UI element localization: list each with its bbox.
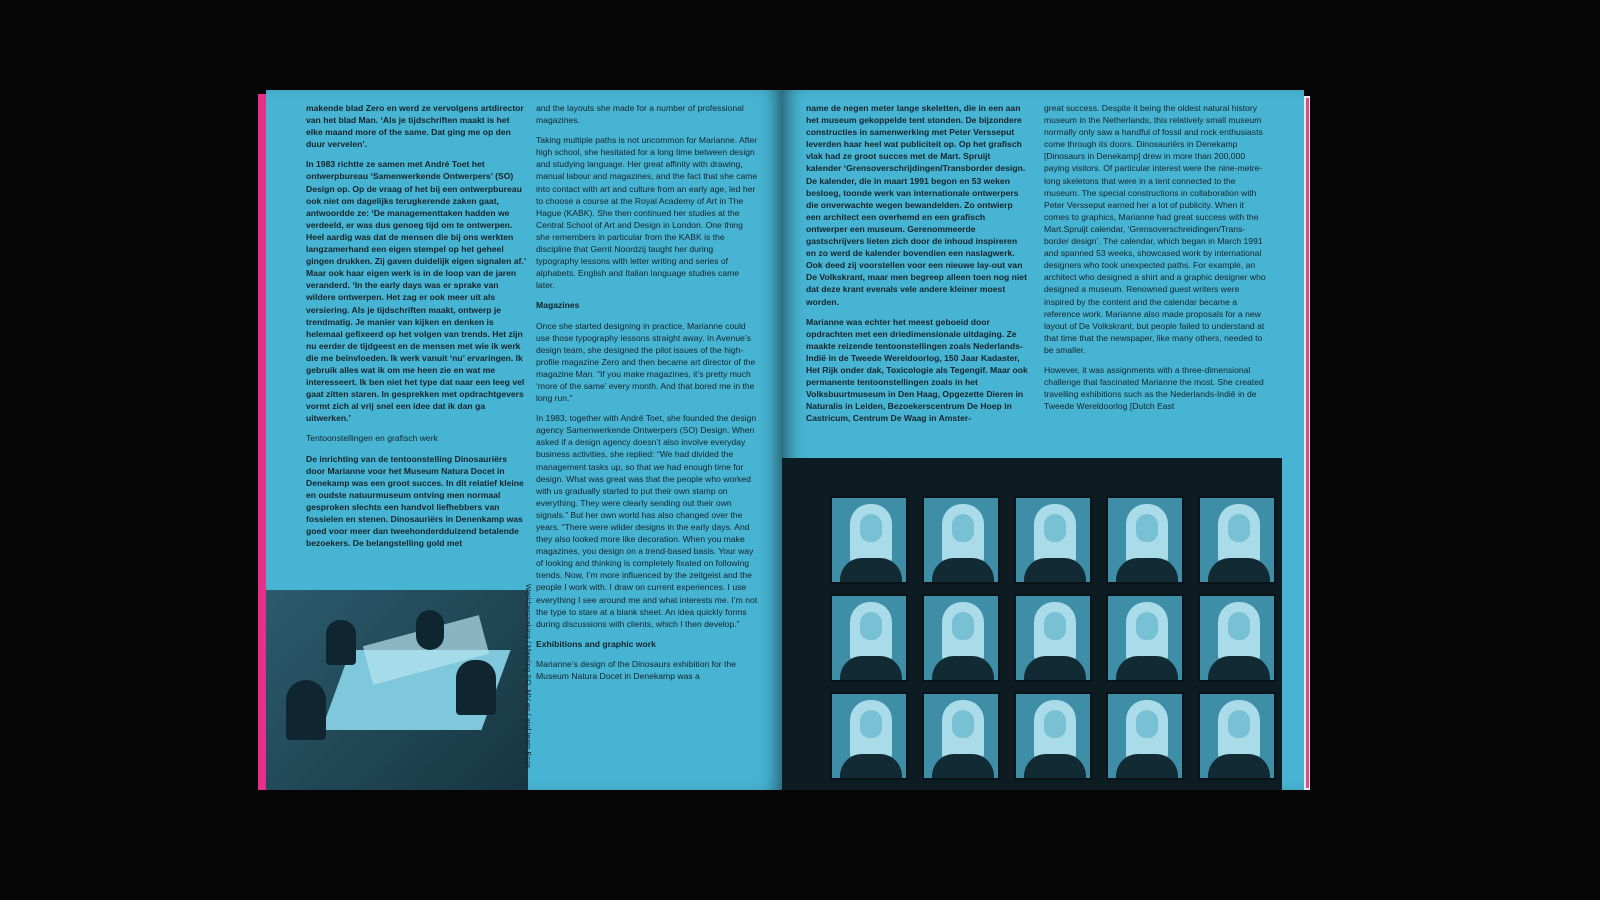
portrait-body [1208, 558, 1270, 584]
portrait-body [932, 754, 994, 780]
portrait-body [1024, 754, 1086, 780]
portrait-frame [1198, 692, 1276, 780]
portrait-body [1024, 656, 1086, 682]
portrait-body [1024, 558, 1086, 584]
portrait-face [1228, 710, 1250, 738]
portrait-frame [1198, 594, 1276, 682]
section-heading: Tentoonstellingen en grafisch werk [306, 433, 438, 444]
paragraph: makende blad Zero en werd ze vervolgens artdirector van het blad Man. ‘Als je tijdschriften maakt is het elke maand more of the same. Dat ging me op den duur vervelen’. [306, 103, 524, 150]
paragraph: Marianne’s design of the Dinosaurs exhibition for the Museum Natura Docet in Denekamp was a [536, 658, 737, 682]
portrait-frame [830, 496, 908, 584]
right-page [782, 90, 1304, 790]
portrait-face [1044, 514, 1066, 542]
portrait-frame [922, 594, 1000, 682]
paragraph: Marianne was echter het meest geboeid door opdrachten met een driedimensionale uitdaging. Ze maakte reizende tentoonstellingen zoals Nederlands-Indië in de Tweede Wereldoorlog, 150 Jaar Kadaster, Het Rijk onder dak, Toxicologie als Tegengif. Maar ook permanente tentoonstellingen zoals in het Volksbuurtmuseum in Den Haag, Opgezette Dieren in Naturalis in Leiden, Bezoekerscentrum De Hoep in Castricum, Centrum De Waag in Amster- [806, 316, 1028, 424]
right-pink-edge [1306, 98, 1309, 788]
portrait-body [1116, 754, 1178, 780]
portrait-face [1228, 514, 1250, 542]
paragraph: great success. Despite it being the oldest natural history museum in the Netherlands, this relatively small museum normally only saw a handful of fossil and rock enthusiasts come through its doors. Dinosauriërs in Denekamp [Dinosaurs in Denekamp] drew in more than 200,000 paying visitors. Of particular interest were the nine-metre-long skeletons that were in a tent connected to the museum. The special constructions in collaboration with Peter Versseput earned her a lot of publicity. When it comes to graphics, Marianne had great success with the Mart.Spruijt calendar, ‘Grensoverschreidingen/Trans-border design’. The calendar, which began in March 1991 and spanned 53 weeks, showcased work by international designers who took unexpected paths. For example, an architect who designed a shirt and a graphic designer who designed a museum. Renowned guest writers were inspired by the content and the calendar became a reference work. Marianne also made proposals for a new layout of De Volkskrant, but people failed to understand at that time that the newspaper, like many others, needed to be smaller. [1044, 103, 1266, 355]
meeting-photo [266, 590, 528, 790]
portrait-frame [1198, 496, 1276, 584]
paragraph: Once she started designing in practice, Marianne could use those typography lessons straight away. In Avenue’s design team, she designed the pilot issues of the high-profile magazine Zero and then became art director of the magazine Man. “If you make magazines, it’s pretty much ‘more of the same’ every month. And that bored me in the long run.” [536, 320, 756, 404]
paragraph: De inrichting van de tentoonstelling Dinosauriërs door Marianne voor het Museum Natura Docet in Denekamp was een groot succes. In dit relatief kleine en oudste natuurmuseum ontving men normaal gesproken slechts een handvol liefhebbers van fossielen en stenen. Dinosauriërs in Denenkamp was goed voor meer dan tweehonderdduizend betalende bezoekers. De belangstelling gold met [306, 453, 524, 549]
portrait-face [860, 612, 882, 640]
left-pink-edge [258, 94, 266, 790]
portrait-face [1044, 710, 1066, 738]
open-book [262, 90, 1312, 798]
page-number: 105 [812, 777, 828, 787]
left-column-english [536, 102, 758, 690]
paragraph: Taking multiple paths is not uncommon for Marianne. After high school, she hesitated for a long time between design and studying language. Her great affinity with drawing, manual labour and magazines, and the fact that she came into contact with art and culture from an early age, led her to choose a course at the Royal Academy of Art in The Hague (KABK). She then continued her studies at the Central School of Art and Design in London. One thing she remembers in particular from the KABK is the discipline that Gerrit Noordzij taught her during typography lessons with letter writing and series of alphabets. English and Italian language studies came later. [536, 135, 758, 291]
portrait-face [952, 710, 974, 738]
portrait-body [840, 558, 902, 584]
portrait-frame [922, 692, 1000, 780]
portrait-face [1136, 514, 1158, 542]
left-column-dutch [306, 102, 528, 557]
portrait-face [860, 710, 882, 738]
portrait-frame [1106, 496, 1184, 584]
portrait-face [1136, 612, 1158, 640]
portrait-frame [1106, 594, 1184, 682]
portrait-frame [922, 496, 1000, 584]
portrait-body [932, 558, 994, 584]
section-heading: Magazines [536, 300, 580, 311]
contact-sheet-photo [782, 458, 1282, 790]
portrait-face [1228, 612, 1250, 640]
photo-caption: Werkbespreking / Meeting SO, MV en / and team Ecos [524, 584, 533, 769]
portrait-body [1116, 558, 1178, 584]
paragraph: and the layouts she made for a number of professional magazines. [536, 103, 744, 126]
portrait-frame [1014, 692, 1092, 780]
portrait-face [860, 514, 882, 542]
paragraph: In 1983, together with André Toet, she founded the design agency Samenwerkende Ontwerpers (SO) Design. When asked if a design agency doesn’t also involve everyday business activities, she replied: “We had divided the management tasks up, so that we had enough time for design. What was great was that the people who worked with us gradually started to put their own stamp on everything. They were clearly sending out their own signals.” But her own world has also changed over the years. “There were wilder designs in the early days. And they also looked more like decoration. When you make magazines, you design on a trend-based basis. Your way of looking and thinking is completely fixated on following trends. Now, I’m more influenced by the zeitgeist and the people I work with. I draw on current experiences. I use everything I see around me and what interests me. I’m not the type to stare at a blank sheet. An idea quickly forms during discussions with clients, which I then develop.” [536, 413, 758, 629]
portrait-face [952, 514, 974, 542]
paragraph: name de negen meter lange skeletten, die in een aan het museum gekoppelde tent stonden. De bijzondere constructies in samenwerking met Peter Versseput leverden haar heel wat publiciteit op. Op het grafisch vlak had ze groot succes met de Mart. Spruijt kalender ‘Grensoverschrijdingen/Transborder design. De kalender, die in maart 1991 begon en 53 weken besloeg, toonde werk van internationale ontwerpers die onverwachte wegen bewandelden. Zo ontwierp een architect een overhemd en een grafisch ontwerper een museum. Gerenommeerde gastschrijvers lieten zich door de inhoud inspireren en zo werd de kalender bovendien een naslagwerk. Ook deed zij voorstellen voor een nieuwe lay-out van De Volkskrant, maar men begreep alleen toen nog niet dat deze krant evenals vele andere kleiner moest worden. [806, 103, 1027, 307]
portrait-frame [1014, 594, 1092, 682]
portrait-frame [1014, 496, 1092, 584]
portrait-frame [830, 692, 908, 780]
section-heading: Exhibitions and graphic work [536, 638, 656, 649]
portrait-body [1208, 656, 1270, 682]
right-column-english [1044, 102, 1266, 420]
portrait-body [932, 656, 994, 682]
mirrored-sheet-label: HAIKER [872, 458, 913, 466]
portrait-body [840, 656, 902, 682]
portrait-body [840, 754, 902, 780]
portrait-face [1136, 710, 1158, 738]
portrait-body [1116, 656, 1178, 682]
portrait-body [1208, 754, 1270, 780]
paragraph: However, it was assignments with a three-dimensional challenge that fascinated Marianne the most. She created travelling exhibitions such as the Nederlands-Indië in de Tweede Wereldoorlog [Dutch East [1044, 364, 1264, 412]
portrait-frame [1106, 692, 1184, 780]
right-column-dutch [806, 102, 1028, 432]
paragraph: In 1983 richtte ze samen met André Toet het ontwerpbureau ‘Samenwerkende Ontwerpers’ (SO) Design op. Op de vraag of het bij een ontwerpbureau ook niet om dagelijks terugkerende zaken gaat, antwoordde ze: ‘De managementtaken hadden we verdeeld, er was dus genoeg tijd om te ontwerpen. Heel aardig was dat de mensen die bij ons werkten langzamerhand een eigen stempel op het geheel gingen drukken. Zij gaven duidelijk eigen signalen af.’ Maar ook haar eigen werk is in de loop van de jaren veranderd. ‘In the early days was er sprake van wildere ontwerpen. Het zag er ook meer uit als versiering. Als je tijdschriften maakt, ontwerp je trendmatig. Je manier van kijken en denken is helemaal gefixeerd op het volgen van trends. Het zijn nu eerder de tijdgeest en de mensen met wie ik werk die me beïnvloeden. Ik werk vanuit ‘nu’ ervaringen. Ik gebruik alles wat ik om me heen zie en wat me interesseert. Ik ben niet het type dat naar een leeg vel gaat zitten staren. In gesprekken met opdrachtgevers vormt zich al vrij snel een idee dat ik dan ga uitwerken.’ [306, 159, 526, 424]
portrait-frame [830, 594, 908, 682]
portrait-face [1044, 612, 1066, 640]
portrait-face [952, 612, 974, 640]
